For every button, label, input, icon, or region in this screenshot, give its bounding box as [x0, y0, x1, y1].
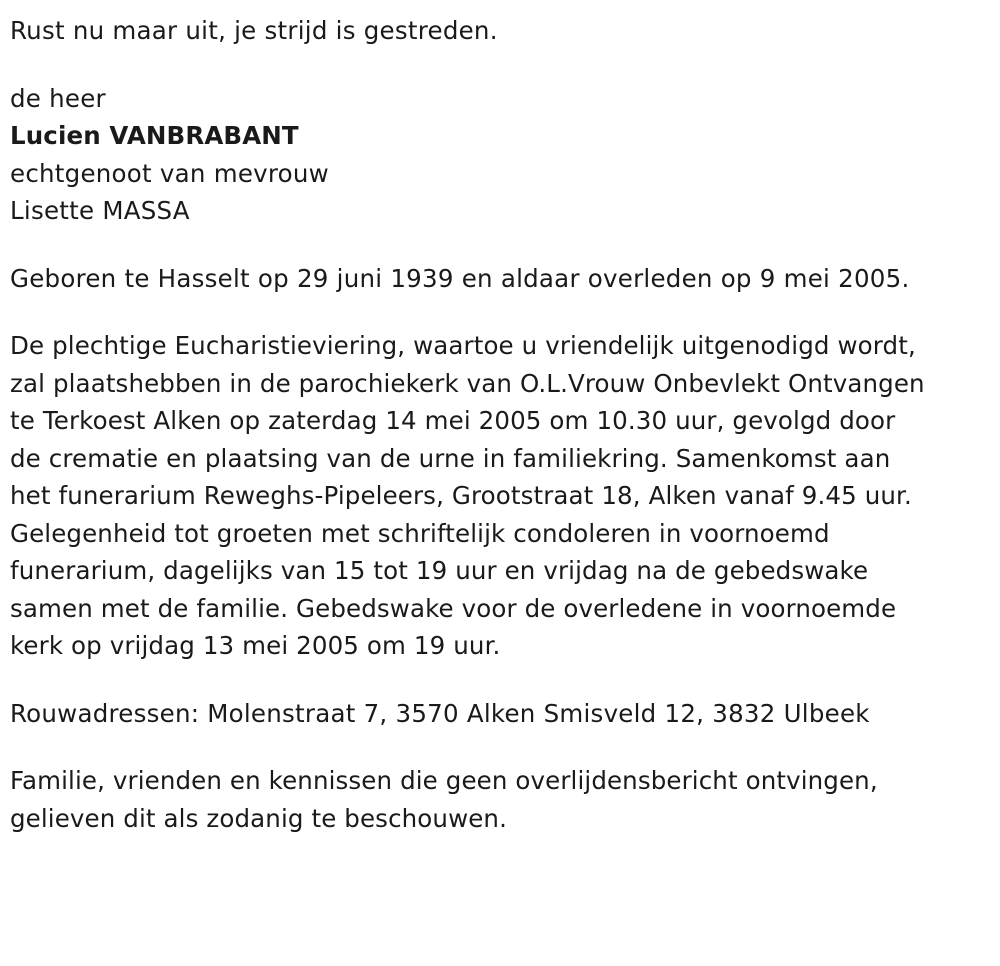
- spacer: [10, 230, 986, 260]
- service-line: De plechtige Eucharistieviering, waartoe u vriendelijk uitgenodigd wordt,: [10, 331, 916, 360]
- closing-notice-block: [10, 762, 986, 837]
- spouse-relation: echtgenoot van mevrouw: [10, 158, 329, 188]
- spacer: [10, 297, 986, 327]
- deceased-name: Lucien VANBRABANT: [10, 121, 299, 150]
- closing-line: Familie, vrienden en kennissen die geen overlijdensbericht ontvingen,: [10, 766, 878, 795]
- service-line: te Terkoest Alken op zaterdag 14 mei 2005 om 10.30 uur, gevolgd door: [10, 406, 896, 435]
- service-details-block: [10, 327, 986, 665]
- service-line: zal plaatshebben in de parochiekerk van O.L.Vrouw Onbevlekt Ontvangen: [10, 368, 925, 398]
- spacer: [10, 732, 986, 762]
- spouse-name: Lisette MASSA: [10, 196, 190, 225]
- service-line: het funerarium Reweghs-Pipeleers, Grootstraat 18, Alken vanaf 9.45 uur.: [10, 481, 912, 510]
- spacer: [10, 50, 986, 80]
- service-line: funerarium, dagelijks van 15 tot 19 uur en vrijdag na de gebedswake: [10, 556, 869, 585]
- deceased-block: [10, 80, 986, 230]
- closing-line: gelieven dit als zodanig te beschouwen.: [10, 803, 507, 833]
- mourning-addresses: Rouwadressen: Molenstraat 7, 3570 Alken Smisveld 12, 3832 Ulbeek: [10, 698, 870, 728]
- salutation: de heer: [10, 83, 106, 113]
- service-line: samen met de familie. Gebedswake voor de overledene in voornoemde: [10, 593, 897, 623]
- service-line: de crematie en plaatsing van de urne in familiekring. Samenkomst aan: [10, 443, 891, 473]
- birth-death-line: Geboren te Hasselt op 29 juni 1939 en aldaar overleden op 9 mei 2005.: [10, 263, 910, 293]
- service-line: kerk op vrijdag 13 mei 2005 om 19 uur.: [10, 631, 501, 660]
- spacer: [10, 665, 986, 695]
- opening-quote: Rust nu maar uit, je strijd is gestreden.: [10, 16, 498, 45]
- service-line: Gelegenheid tot groeten met schriftelijk condoleren in voornoemd: [10, 518, 830, 548]
